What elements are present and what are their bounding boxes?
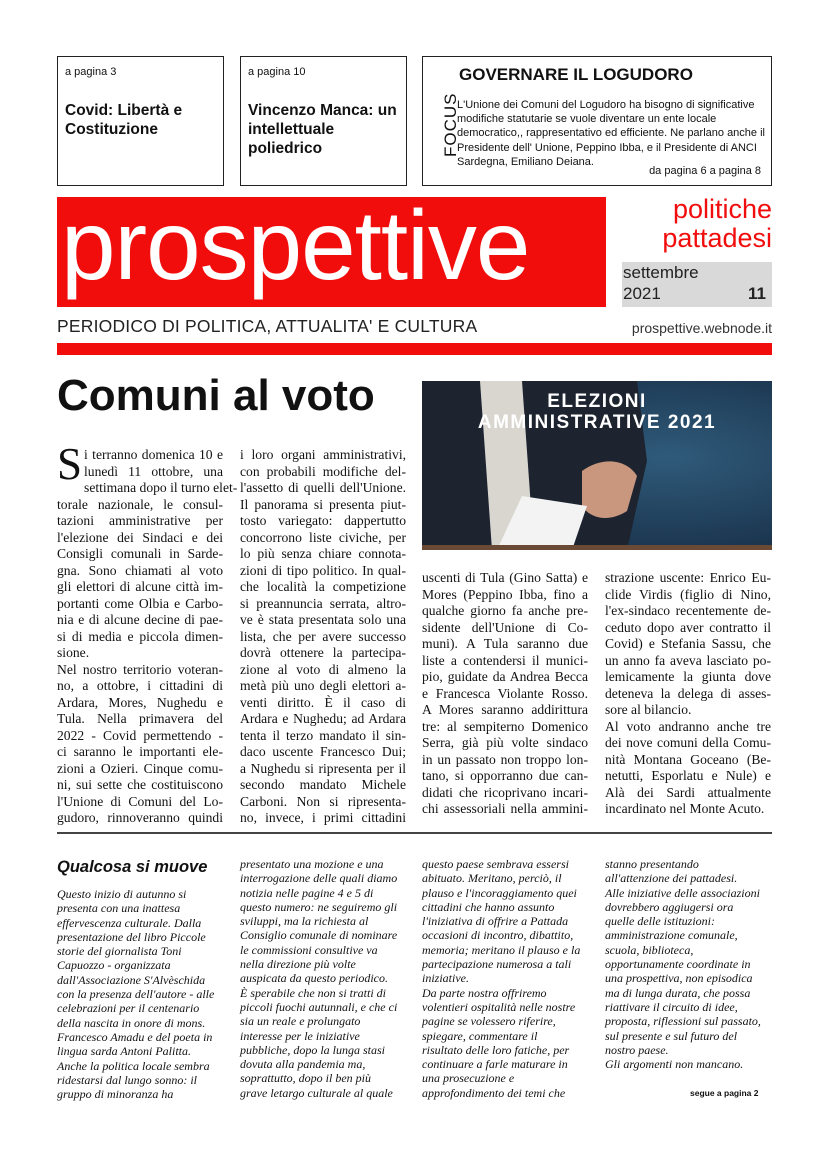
article-line: Carboni. Non si ripresenta-: [240, 793, 406, 809]
editorial-line: lingua sarda Antoni Palitta.: [57, 1044, 192, 1059]
editorial-line: piccoli fuochi autunnali, e che ci: [240, 999, 398, 1014]
editorial-line: nostro paese.: [605, 1042, 669, 1057]
article-line: A Mores saranno addirittura: [422, 702, 588, 717]
article-line: con probabili modifiche del-: [240, 463, 406, 479]
article-line: didati che ricoprivano incari-: [422, 784, 588, 800]
focus-label: FOCUS: [441, 92, 460, 157]
article-line: Covid) e Stefania Sassu, che: [605, 636, 771, 651]
teaser-title: Covid: Libertà e Costituzione: [65, 102, 183, 138]
article-line: metà più uno degli elettori a-: [240, 678, 406, 693]
editorial-line: grave letargo culturale al quale: [240, 1085, 393, 1100]
article-line: torale nazionale, le consul-: [57, 496, 223, 512]
editorial-line: risultato delle loro fatiche, per: [422, 1042, 570, 1057]
article-line: venti diritto. È il caso di: [240, 694, 406, 710]
editorial-line: presenta con una inattesa: [57, 901, 181, 916]
article-line: Tula. Nella primavera del: [57, 711, 223, 726]
editorial-line: dall'Associazione S'Alvèschida: [57, 972, 206, 987]
article-line: e Francesca Violante Rosso.: [422, 685, 588, 701]
editorial-line: nella direzione più volte: [240, 957, 356, 972]
article-line: ceduto dopo aver contratto il: [605, 619, 771, 635]
article-line: Il panorama si presenta piut-: [240, 496, 406, 512]
article-line: pio, guidate da Andrea Becca: [422, 669, 588, 684]
editorial-line: riattivare il circuito di idee,: [605, 999, 738, 1014]
article-line: netutti, Esporlatu e Nule) e: [605, 768, 771, 783]
article-line: Ardara, Mores, Nughedu e: [57, 694, 223, 710]
editorial-line: Alle iniziative delle associazioni: [605, 885, 760, 900]
article-line: gudoro, rinnoveranno quindi: [57, 810, 223, 825]
article-line: Serra, già più volte sindaco: [422, 735, 588, 750]
editorial-line: Questo inizio di autunno si: [57, 887, 187, 901]
editorial-line: scuola, biblioteca,: [605, 942, 694, 957]
article-line: Mores (Peppino Ibba, fino a: [422, 586, 588, 602]
editorial-line: presentazione del libro Piccole: [57, 929, 206, 944]
article-line: Alà dei Sardi attualmente: [605, 784, 771, 800]
masthead-title: prospettive: [61, 190, 530, 300]
issue-month: settembre: [623, 263, 699, 282]
article-line: zione al voto di almeno la: [240, 661, 406, 677]
editorial-line: effervescenza culturale. Dalla: [57, 915, 202, 930]
article-line: tenta il terzo mandato il sin-: [240, 727, 406, 743]
article-line: dei nove comuni della Comu-: [605, 735, 771, 750]
editorial-line: partecipazione numerosa a tali: [422, 957, 572, 972]
teaser-box-covid[interactable]: [57, 56, 224, 186]
editorial-line: questo paese sembrava essersi: [422, 857, 569, 871]
article-line: qualche giorno fa anche pre-: [422, 603, 588, 618]
article-line: sidente dell'Unione di Co-: [422, 619, 588, 635]
article-line: lo più senza chiare connota-: [240, 546, 406, 561]
focus-title: GOVERNARE IL LOGUDORO: [459, 65, 693, 84]
article-line: i loro organi amministrativi,: [240, 447, 406, 462]
photo-caption-line-1: ELEZIONI: [547, 391, 647, 412]
article-line: Al voto andranno anche tre: [605, 718, 771, 734]
section-divider: [57, 832, 772, 834]
article-column-1: [57, 439, 238, 827]
focus-text: L'Unione dei Comuni del Logudoro ha bisogno di significative modifiche statutarie se vuole diventare un ente locale democratico,, rappresentativo ed efficiente. Ne parlano anche il Presidente dell' Unione, Peppino Ibba, e il Presidente di ANCI Sardegna, Emiliano Deiana.: [457, 99, 765, 168]
masthead-subtitle: [622, 195, 772, 253]
editorial-line: amministrazione comunale,: [605, 928, 738, 943]
article-line: muni). A Tula saranno due: [422, 636, 588, 651]
editorial-line: È sperabile che non si tratti di: [240, 985, 386, 1000]
editorial-line: proposta, riflessioni sul passato,: [605, 1014, 761, 1029]
subtitle-line-1: politiche: [672, 194, 772, 224]
editorial-line: continuare a farle maturare in: [422, 1057, 568, 1072]
article-line: tano, si opporranno due can-: [422, 768, 588, 783]
article-line: i terranno domenica 10 e: [84, 447, 223, 462]
article-line: l'assetto di quelli dell'Unione.: [240, 480, 406, 495]
teaser-box-manca[interactable]: [240, 56, 407, 186]
issue-number: 11: [748, 284, 766, 303]
website-link[interactable]: prospettive.webnode.it: [631, 320, 772, 336]
editorial-line: all'attenzione dei pattadesi.: [605, 871, 738, 886]
editorial-line: questo numero: ne seguiremo gli: [240, 899, 398, 914]
issue-year: 2021: [623, 284, 661, 303]
editorial-line: Consiglio comunale di nominare: [240, 928, 398, 943]
editorial-line: iniziative.: [422, 971, 469, 986]
editorial-line: occasioni di incontro, dibattito,: [422, 928, 574, 943]
article-line: portanti come Olbia e Carbo-: [57, 595, 223, 611]
drop-cap: S: [57, 439, 83, 489]
article-column-2: [240, 447, 406, 827]
article-line: uscenti di Tula (Gino Satta) e: [422, 570, 588, 585]
article-line: no, invece, i primi cittadini: [240, 810, 406, 825]
article-line: tosto variegato: dappertutto: [240, 513, 406, 528]
article-line: lunedì 11 ottobre, una: [84, 463, 223, 479]
article-column-3: [422, 570, 588, 818]
article-headline: Comuni al voto: [57, 371, 375, 420]
editorial-line: l'iniziativa di offrire a Pattada: [422, 914, 569, 929]
editorial-line: gruppo di minoranza ha: [57, 1087, 174, 1102]
article-line: clide Virdis (figlio di Nino,: [605, 586, 771, 602]
article-line: settimana dopo il turno elet-: [84, 480, 238, 495]
article-line: sione.: [57, 645, 90, 660]
article-line: tre: al sempiterno Domenico: [422, 718, 588, 734]
article-line: gna. Sono chiamati al voto: [57, 562, 223, 578]
tagline: PERIODICO DI POLITICA, ATTUALITA' E CULTURA: [57, 316, 478, 336]
editorial-line: cittadini che hanno assunto: [422, 899, 555, 914]
article-photo: [422, 381, 772, 550]
continued-on-page-link[interactable]: segue a pagina 2: [690, 1088, 759, 1098]
article-line: che località la competizione: [240, 579, 406, 594]
editorial-line: Capuozzo - organizzata: [57, 958, 171, 973]
article-line: lista, che per avere successo: [240, 628, 406, 644]
editorial-line: Da parte nostra offriremo: [422, 985, 547, 1000]
editorial-line: auspicata da questo periodico.: [240, 971, 388, 986]
article-line: secondo mandato Michele: [240, 777, 406, 792]
editorial-line: storie del giornalista Toni: [57, 944, 182, 959]
red-divider: [57, 343, 772, 355]
article-line: Nel nostro territorio voteran-: [57, 661, 223, 677]
editorial-line: Anche la politica locale sembra: [57, 1058, 210, 1073]
focus-page-ref: da pagina 6 a pagina 8: [649, 165, 761, 177]
editorial-line: pubbliche, dopo la lunga stasi: [240, 1042, 385, 1057]
editorial-line: sul presente e sul futuro del: [605, 1028, 738, 1043]
subtitle-line-2: pattadesi: [662, 223, 772, 253]
editorial-column-3: [422, 857, 592, 1100]
editorial-title: Qualcosa si muove: [57, 858, 208, 876]
editorial-line: sia un reale e prolungato: [240, 1014, 361, 1029]
article-line: Consigli comunali in Sarde-: [57, 546, 223, 561]
editorial-line: quelle delle istituzioni:: [605, 914, 715, 929]
article-line: l'elezione dei Sindaci e dei: [57, 529, 223, 545]
editorial-line: pagine se volessero riferire,: [422, 1014, 556, 1029]
editorial-line: ridestarsi dal lungo sonno: il: [57, 1072, 198, 1087]
article-line: chi assessoriali nella ammini-: [422, 801, 588, 816]
article-line: zioni a Ozieri. Cinque comu-: [57, 760, 223, 776]
article-line: l'ex-sindaco recentemente de-: [605, 603, 771, 618]
article-line: nia e di alcune decine di pae-: [57, 612, 223, 627]
editorial-line: stanno presentando: [605, 857, 699, 871]
editorial-line: una prosecuzione e: [422, 1071, 515, 1086]
editorial-line: dovuta alla pandemia ma,: [240, 1057, 366, 1072]
editorial-line: con la presenza dell'autore - alle: [57, 987, 215, 1002]
article-line: nità Montana Goceano (Be-: [605, 751, 771, 767]
editorial-column-4: [605, 857, 775, 1071]
editorial-column-2: [240, 857, 410, 1100]
editorial-column-1: [57, 887, 227, 1101]
photo-caption-line-2: AMMINISTRATIVE 2021: [477, 412, 717, 433]
article-line: l'Unione di Comuni del Lo-: [57, 793, 223, 809]
editorial-line: abituato. Meritano, perciò, il: [422, 871, 562, 886]
editorial-line: spiegare, commentare il: [422, 1028, 538, 1043]
editorial-line: soprattutto, dopo il ben più: [240, 1071, 372, 1086]
teaser-page-ref: a pagina 3: [65, 66, 117, 78]
article-line: lemicamente la giunta dove: [605, 669, 771, 684]
article-line: no, a ottobre, i cittadini di: [57, 678, 223, 693]
article-line: concorrono liste civiche, per: [240, 529, 406, 545]
editorial-line: memoria; meritano il plauso e la: [422, 942, 581, 957]
masthead-banner: [57, 190, 606, 307]
editorial-line: celebrazioni per il centenario: [57, 1001, 200, 1016]
editorial-line: presentato una mozione e una: [240, 857, 384, 871]
editorial-line: volentieri ospitalità nelle nostre: [422, 999, 576, 1014]
editorial-line: plauso e l'incoraggiamento quei: [422, 885, 577, 900]
article-line: sore al bilancio.: [605, 702, 692, 717]
editorial-line: opportunamente coordinate in: [605, 957, 751, 972]
editorial-line: interrogazione delle quali diamo: [240, 871, 398, 886]
editorial-line: notizia nelle pagine 4 e 5 di: [240, 885, 374, 900]
article-line: 2022 - Covid permettendo -: [57, 727, 223, 743]
article-line: ve è stata presentata solo una: [240, 612, 406, 627]
article-line: strazione uscente: Enrico Eu-: [605, 570, 771, 585]
editorial-line: approfondimento dei temi che: [422, 1085, 566, 1100]
editorial-line: interesse per le iniziative: [240, 1028, 360, 1043]
issue-box: [622, 262, 772, 307]
editorial-line: della nascita in onore di mons.: [57, 1015, 206, 1030]
article-line: si di media e piccola dimen-: [57, 628, 223, 644]
article-line: deteneva la delega di asses-: [605, 685, 771, 701]
editorial-line: ma di lunga durata, che possa: [605, 985, 751, 1000]
editorial-line: sviluppi, ma la richiesta al: [240, 914, 369, 929]
article-line: liste a contendersi il munici-: [422, 652, 588, 668]
editorial-line: dovrebbero aggiugersi ora: [605, 899, 734, 914]
editorial-line: le commissioni consultive va: [240, 942, 378, 957]
article-line: dovrà ottenere la partecipa-: [240, 645, 406, 660]
article-line: tazioni amministrative per: [57, 513, 223, 528]
article-line: Ardara e Nughedu; ad Ardara: [240, 711, 406, 726]
article-line: un anno fa aveva lasciato po-: [605, 652, 771, 668]
photo-caption: [422, 391, 772, 433]
article-line: incardinato nel Monte Acuto.: [605, 801, 765, 816]
article-line: ci saranno le importanti ele-: [57, 744, 223, 759]
article-column-4: [605, 570, 771, 818]
article-line: in un passato non troppo lon-: [422, 751, 588, 767]
article-line: ni, sui sette che costituiscono: [57, 777, 223, 792]
article-line: daco uscente Francesco Dui;: [240, 744, 406, 759]
article-line: si preannuncia serrata, altro-: [240, 595, 406, 611]
article-line: zioni di tipo politico. In qual-: [240, 562, 406, 578]
editorial-line: Gli argomenti non mancano.: [605, 1057, 744, 1072]
editorial-line: una prospettiva, non episodica: [605, 971, 753, 986]
teaser-page-ref: a pagina 10: [248, 66, 306, 78]
focus-box[interactable]: [422, 56, 772, 186]
article-line: gli elettori di alcune città im-: [57, 579, 223, 594]
teaser-title: Vincenzo Manca: un intellettuale poliedrico: [248, 102, 397, 157]
article-line: a Nughedu si ripresenta per il: [240, 760, 406, 776]
editorial-line: Francesco Amadu e del poeta in: [57, 1029, 213, 1044]
